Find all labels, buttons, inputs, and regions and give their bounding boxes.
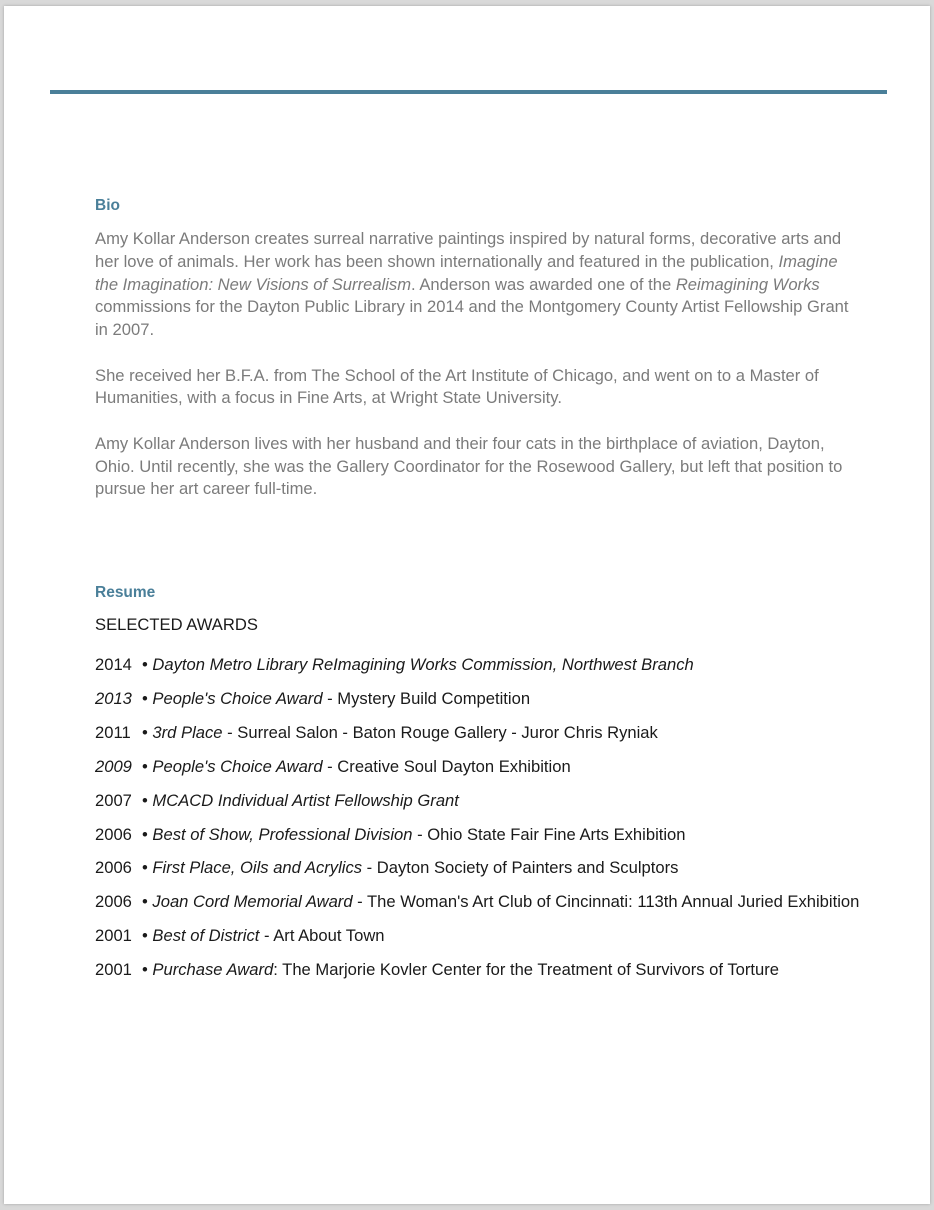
award-year: 2011 <box>95 722 131 742</box>
bullet-icon: • <box>142 790 153 810</box>
award-text <box>142 885 875 919</box>
award-item <box>95 784 875 818</box>
award-title: 3rd Place <box>152 722 223 742</box>
award-item <box>95 682 875 716</box>
award-item <box>95 953 875 987</box>
award-text <box>142 648 875 682</box>
award-year: 2013 <box>95 688 132 708</box>
bio-heading: Bio <box>95 197 120 214</box>
award-title: Best of Show, Professional Division <box>152 824 413 844</box>
award-text <box>142 716 875 750</box>
award-item <box>95 851 875 885</box>
award-item <box>95 716 875 750</box>
award-detail: - Ohio State Fair Fine Arts Exhibition <box>412 824 686 844</box>
award-text <box>142 682 875 716</box>
award-text <box>142 818 875 852</box>
award-text <box>142 953 875 987</box>
award-year: 2007 <box>95 790 132 810</box>
award-title: People's Choice Award <box>152 688 323 708</box>
award-text <box>142 750 875 784</box>
award-detail: - Surreal Salon - Baton Rouge Gallery - Juror Chris Ryniak <box>222 722 658 742</box>
award-detail: - Mystery Build Competition <box>322 688 531 708</box>
bio-body <box>95 228 855 524</box>
document-page <box>4 6 930 1204</box>
award-item <box>95 919 875 953</box>
award-detail: : The Marjorie Kovler Center for the Treatment of Survivors of Torture <box>273 960 779 980</box>
bullet-icon: • <box>142 892 153 912</box>
award-item <box>95 750 875 784</box>
publication-title: Imagine the Imagination: New Visions of Surrealism <box>95 251 838 294</box>
bio-paragraph-2: She received her B.F.A. from The School of the Art Institute of Chicago, and went on to a Master of Humanities, with a focus in Fine Arts, at Wright State University. <box>95 365 819 408</box>
award-title: Best of District <box>152 926 260 946</box>
award-item <box>95 818 875 852</box>
award-title: Joan Cord Memorial Award <box>152 892 353 912</box>
award-title: Purchase Award <box>152 960 274 980</box>
bio-paragraph-3: Amy Kollar Anderson lives with her husband and their four cats in the birthplace of aviation, Dayton, Ohio. Until recently, she was the Gallery Coordinator for the Rosewood Gallery, but left that position to pursue her art career full-time. <box>95 433 843 499</box>
bullet-icon: • <box>142 655 153 674</box>
award-year: 2014 <box>95 655 132 674</box>
bio-text-run: commissions for the Dayton Public Library in 2014 and the Montgomery County Artist Fellowship Grant in 2007. <box>95 297 849 340</box>
award-title: People's Choice Award <box>152 756 323 776</box>
award-detail: - The Woman's Art Club of Cincinnati: 113th Annual Juried Exhibition <box>352 892 860 912</box>
award-text <box>142 919 875 953</box>
resume-heading: Resume <box>95 584 156 601</box>
bullet-icon: • <box>142 960 153 980</box>
award-item <box>95 885 875 919</box>
bullet-icon: • <box>142 756 153 776</box>
award-title: Dayton Metro Library ReImagining Works Commission, Northwest Branch <box>152 655 694 674</box>
award-year: 2006 <box>95 892 132 912</box>
award-text <box>142 851 875 885</box>
award-year: 2001 <box>95 960 132 980</box>
award-year: 2006 <box>95 824 132 844</box>
award-title: First Place, Oils and Acrylics <box>152 858 363 878</box>
bullet-icon: • <box>142 926 153 946</box>
award-detail: - Art About Town <box>259 926 385 946</box>
award-year: 2006 <box>95 858 132 878</box>
selected-awards-title: SELECTED AWARDS <box>95 615 258 634</box>
awards-list <box>95 648 875 987</box>
bullet-icon: • <box>142 688 153 708</box>
publication-title: Reimagining Works <box>675 274 820 294</box>
award-year: 2009 <box>95 756 132 776</box>
bullet-icon: • <box>142 722 153 742</box>
header-rule <box>50 90 887 94</box>
bio-text-run: . Anderson was awarded one of the <box>411 274 676 294</box>
award-text <box>142 784 875 818</box>
award-detail: - Dayton Society of Painters and Sculptors <box>362 858 679 878</box>
award-detail: - Creative Soul Dayton Exhibition <box>322 756 571 776</box>
bio-text-run: Amy Kollar Anderson creates surreal narrative paintings inspired by natural forms, decorative arts and her love of animals. Her work has been shown internationally and featured in the publication, <box>95 229 842 271</box>
award-year: 2001 <box>95 926 132 946</box>
bullet-icon: • <box>142 858 153 878</box>
bio-paragraph-1 <box>95 228 855 342</box>
award-title: MCACD Individual Artist Fellowship Grant <box>152 790 459 810</box>
bullet-icon: • <box>142 824 153 844</box>
award-item <box>95 648 875 682</box>
